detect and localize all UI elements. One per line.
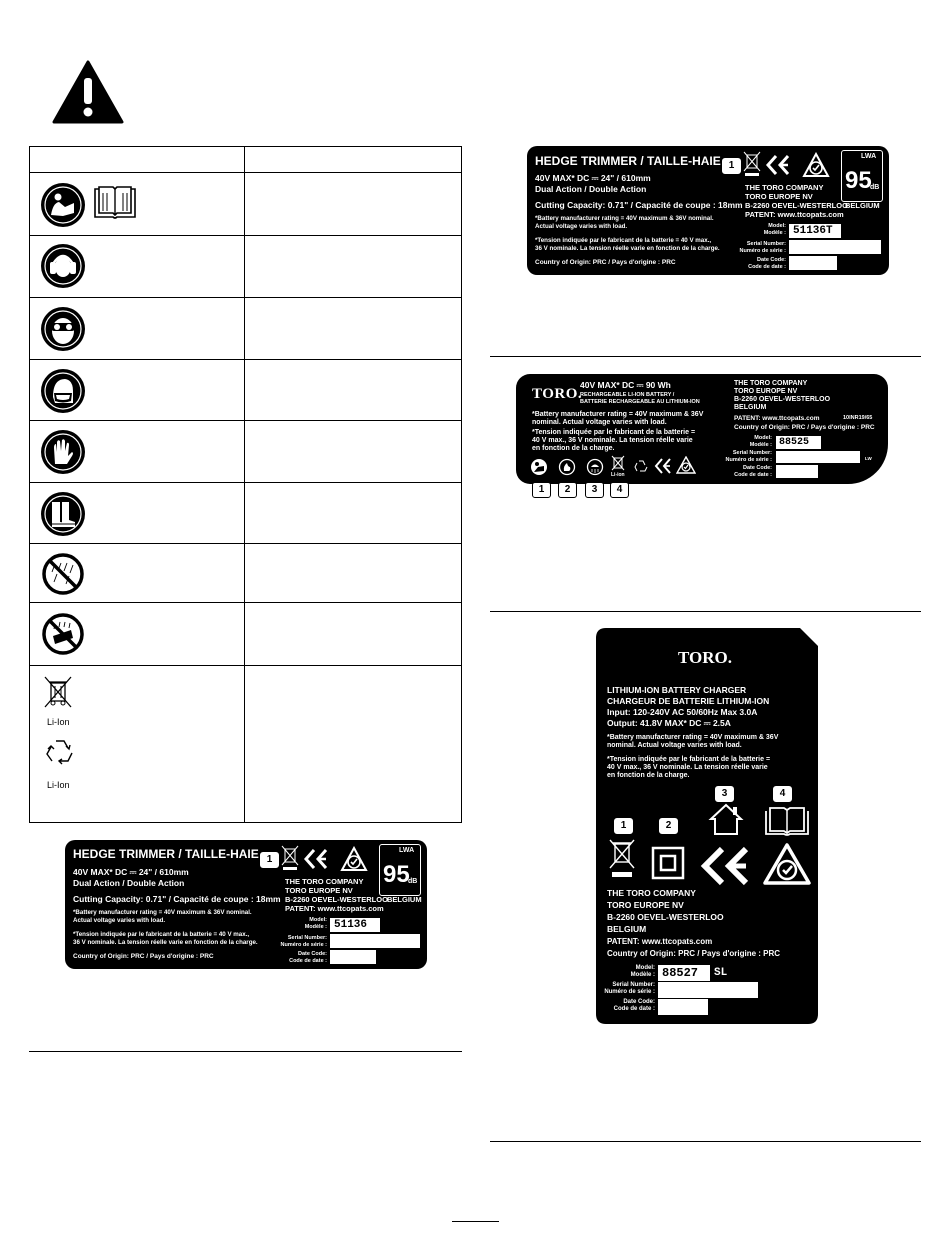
charger-label (596, 628, 818, 1024)
no-rain-icon (41, 552, 85, 596)
label-note: nominal. Actual voltage varies with load. (532, 419, 667, 426)
company-country: BELGIUM (387, 895, 422, 904)
model-label: Modèle : (630, 972, 655, 978)
safety-boots-icon (41, 492, 85, 536)
callout-4: 4 (773, 786, 792, 802)
label-note: *Battery manufacturer rating = 40V maximum & 36V (532, 411, 704, 418)
hedge-trimmer-label-1 (65, 840, 427, 969)
callout-1: 1 (722, 158, 741, 174)
noise-unit: dB (408, 878, 418, 885)
liion-label-2: Li-Ion (47, 780, 70, 790)
liion-label: Li-ion (611, 472, 625, 478)
model-label: Modèle : (749, 442, 772, 448)
company-name: THE TORO COMPANY (745, 183, 824, 192)
label-note: nominal. Actual voltage varies with load. (607, 742, 742, 749)
model-value: 88527 (658, 965, 710, 981)
toro-logo: TORO. (532, 386, 583, 402)
label-capacity: Cutting Capacity: 0.71" / Capacité de coupe : 18mm (535, 200, 743, 210)
rcm-mark-icon (802, 152, 830, 178)
noise-unit: dB (870, 184, 880, 191)
ear-protection-icon (41, 244, 85, 288)
rcm-mark-icon (340, 846, 368, 872)
company-name: THE TORO COMPANY (607, 888, 696, 898)
serial-value-box (658, 982, 758, 998)
label-voltage: 40V MAX* DC ⎓ 24" / 610mm (73, 867, 189, 877)
model-value: 51136 (330, 918, 380, 932)
serial-value-box (789, 240, 881, 254)
serial-label: Numéro de série : (739, 248, 786, 254)
date-value-box (330, 950, 376, 964)
ce-mark-icon (654, 457, 672, 475)
model-suffix: SL (714, 967, 728, 979)
battery-rating: 40V MAX* DC ⎓ 90 Wh (580, 380, 671, 390)
label-note: *Tension indiquée par le fabricant de la batterie = (607, 756, 771, 763)
model-label: Modèle : (763, 230, 786, 236)
patent-text: PATENT: www.ttcopats.com (607, 937, 713, 946)
indoor-use-icon (708, 802, 744, 836)
noise-level-box (841, 150, 883, 202)
date-label: Date Code: (623, 999, 655, 1005)
label-note: *Tension indiquée par le fabricant de la batterie = 40 V max., (73, 931, 250, 938)
model-value: 51136T (789, 224, 841, 238)
label-note: Actual voltage varies with load. (73, 917, 166, 924)
serial-label: Serial Number: (287, 935, 327, 941)
crossed-bin-icon (42, 675, 74, 715)
crossed-bin-icon (611, 455, 625, 471)
ce-mark-icon (303, 848, 329, 870)
company-name: TORO EUROPE NV (285, 886, 353, 895)
model-label: Model: (754, 435, 772, 441)
label-note: 36 V nominale. La tension réelle varie en fonction de la charge. (73, 939, 258, 946)
model-label: Modèle : (304, 924, 327, 930)
label-note: *Battery manufacturer rating = 40V maximum & 36V nominal. (535, 215, 714, 222)
safety-symbol-table (29, 146, 462, 823)
serial-label: Serial Number: (746, 241, 786, 247)
rcm-mark-icon (676, 456, 696, 474)
serial-label: Numéro de série : (280, 942, 327, 948)
model-label: Model: (309, 917, 327, 923)
separator-line (490, 611, 921, 612)
warning-triangle-icon (52, 60, 124, 124)
lwa-label: LWA (861, 153, 877, 160)
read-manual-icon (41, 183, 85, 227)
patent-text: PATENT: www.ttcopats.com (745, 210, 844, 219)
gloves-icon (41, 430, 85, 474)
noise-value: 95 (845, 167, 872, 194)
callout-1: 1 (532, 482, 551, 498)
serial-value-box (330, 934, 420, 948)
callout-4: 4 (610, 482, 629, 498)
ce-mark-icon (700, 846, 750, 886)
company-country: BELGIUM (734, 404, 767, 411)
no-water-icon (586, 458, 604, 476)
lwa-label: LWA (399, 847, 415, 854)
company-address: B-2260 OEVEL-WESTERLOO (285, 895, 388, 904)
liion-label-1: Li-Ion (47, 717, 70, 727)
callout-2: 2 (659, 818, 678, 834)
recycle-icon (632, 458, 650, 476)
company-name: THE TORO COMPANY (285, 877, 364, 886)
company-name: TORO EUROPE NV (607, 900, 684, 910)
double-insulation-icon (651, 846, 685, 880)
separator-line (490, 1141, 921, 1142)
serial-value-box (776, 451, 860, 463)
lw-label: LW (865, 456, 872, 461)
label-note: 36 V nominale. La tension réelle varie en fonction de la charge. (535, 245, 720, 252)
crossed-bin-icon (281, 845, 299, 871)
manual-book-icon (764, 805, 810, 837)
callout-3: 3 (715, 786, 734, 802)
no-incinerate-icon (558, 458, 576, 476)
date-label: Code de date : (748, 264, 786, 270)
label-note: 40 V max., 36 V nominale. La tension réelle varie (607, 764, 768, 771)
charger-title: LITHIUM-ION BATTERY CHARGER (607, 685, 747, 695)
date-label: Date Code: (297, 951, 327, 957)
page-number-rule (452, 1221, 499, 1222)
date-label: Date Code: (742, 465, 772, 471)
patent-text: PATENT: www.ttcopats.com (734, 415, 820, 422)
company-address: B-2260 OEVEL-WESTERLOO (607, 912, 724, 922)
label-note: en fonction de la charge. (532, 445, 615, 452)
rcm-mark-icon (762, 842, 812, 886)
charger-input: Input: 120-240V AC 50/60Hz Max 3.0A (607, 707, 758, 717)
date-label: Code de date : (613, 1006, 655, 1012)
label-capacity: Cutting Capacity: 0.71" / Capacité de coupe : 18mm (73, 894, 281, 904)
read-manual-icon (530, 458, 548, 476)
company-address: B-2260 OEVEL-WESTERLOO (745, 201, 848, 210)
label-title: HEDGE TRIMMER / TAILLE-HAIE (73, 847, 259, 861)
serial-label: Serial Number: (612, 982, 655, 988)
date-value-box (658, 999, 708, 1015)
callout-2: 2 (558, 482, 577, 498)
battery-desc: RECHARGEABLE LI-ION BATTERY / (580, 392, 675, 398)
charger-title: CHARGEUR DE BATTERIE LITHIUM-ION (607, 696, 770, 706)
dust-mask-icon (41, 369, 85, 413)
label-origin: Country of Origin: PRC / Pays d'origine : PRC (535, 259, 676, 266)
label-note: en fonction de la charge. (607, 772, 690, 779)
label-action: Dual Action / Double Action (535, 184, 647, 194)
label-action: Dual Action / Double Action (73, 878, 185, 888)
battery-desc: BATTERIE RECHARGEABLE AU LITHIUM-ION (580, 399, 700, 405)
eye-protection-icon (41, 307, 85, 351)
cell-code: 10INR19/65 (843, 415, 873, 421)
company-name: TORO EUROPE NV (745, 192, 813, 201)
ce-mark-icon (765, 154, 791, 176)
label-origin: Country of Origin: PRC / Pays d'origine : PRC (73, 953, 214, 960)
noise-value: 95 (383, 861, 410, 888)
battery-label (516, 374, 888, 484)
serial-label: Numéro de série : (725, 457, 772, 463)
callout-1: 1 (260, 852, 279, 868)
crossed-bin-icon (608, 838, 636, 878)
separator-line (29, 1051, 462, 1052)
label-note: Actual voltage varies with load. (535, 223, 628, 230)
label-title: HEDGE TRIMMER / TAILLE-HAIE (535, 154, 721, 168)
label-origin: Country of Origin: PRC / Pays d'origine : PRC (734, 424, 875, 431)
label-voltage: 40V MAX* DC ⎓ 24" / 610mm (535, 173, 651, 183)
company-name: TORO EUROPE NV (734, 388, 798, 395)
serial-label: Numéro de série : (604, 989, 655, 995)
hedge-trimmer-label-2 (527, 146, 889, 275)
charger-output: Output: 41.8V MAX* DC ⎓ 2.5A (607, 718, 731, 728)
label-note: *Tension indiquée par le fabricant de la batterie = 40 V max., (535, 237, 712, 244)
label-origin: Country of Origin: PRC / Pays d'origine : PRC (607, 949, 781, 958)
label-note: *Battery manufacturer rating = 40V maximum & 36V nominal. (73, 909, 252, 916)
model-value: 88525 (776, 436, 821, 449)
company-country: BELGIUM (845, 201, 880, 210)
date-label: Date Code: (756, 257, 786, 263)
manual-book-icon (93, 185, 137, 221)
recycle-icon (42, 737, 78, 769)
company-country: BELGIUM (607, 924, 647, 934)
company-address: B-2260 OEVEL-WESTERLOO (734, 396, 831, 403)
noise-level-box (379, 844, 421, 896)
date-label: Code de date : (734, 472, 772, 478)
label-note: *Tension indiquée par le fabricant de la batterie = (532, 429, 696, 436)
label-note: *Battery manufacturer rating = 40V maximum & 36V (607, 734, 779, 741)
crossed-bin-icon (743, 151, 761, 177)
company-name: THE TORO COMPANY (734, 380, 808, 387)
serial-label: Serial Number: (732, 450, 772, 456)
label-note: 40 V max., 36 V nominale. La tension réelle varie (532, 437, 693, 444)
date-value-box (776, 465, 818, 478)
date-value-box (789, 256, 837, 270)
model-label: Model: (768, 223, 786, 229)
separator-line (490, 356, 921, 357)
date-label: Code de date : (289, 958, 327, 964)
callout-3: 3 (585, 482, 604, 498)
no-water-spray-icon (41, 612, 85, 656)
callout-1: 1 (614, 818, 633, 834)
model-label: Model: (635, 965, 655, 971)
toro-logo: TORO. (678, 648, 733, 667)
patent-text: PATENT: www.ttcopats.com (285, 904, 384, 913)
